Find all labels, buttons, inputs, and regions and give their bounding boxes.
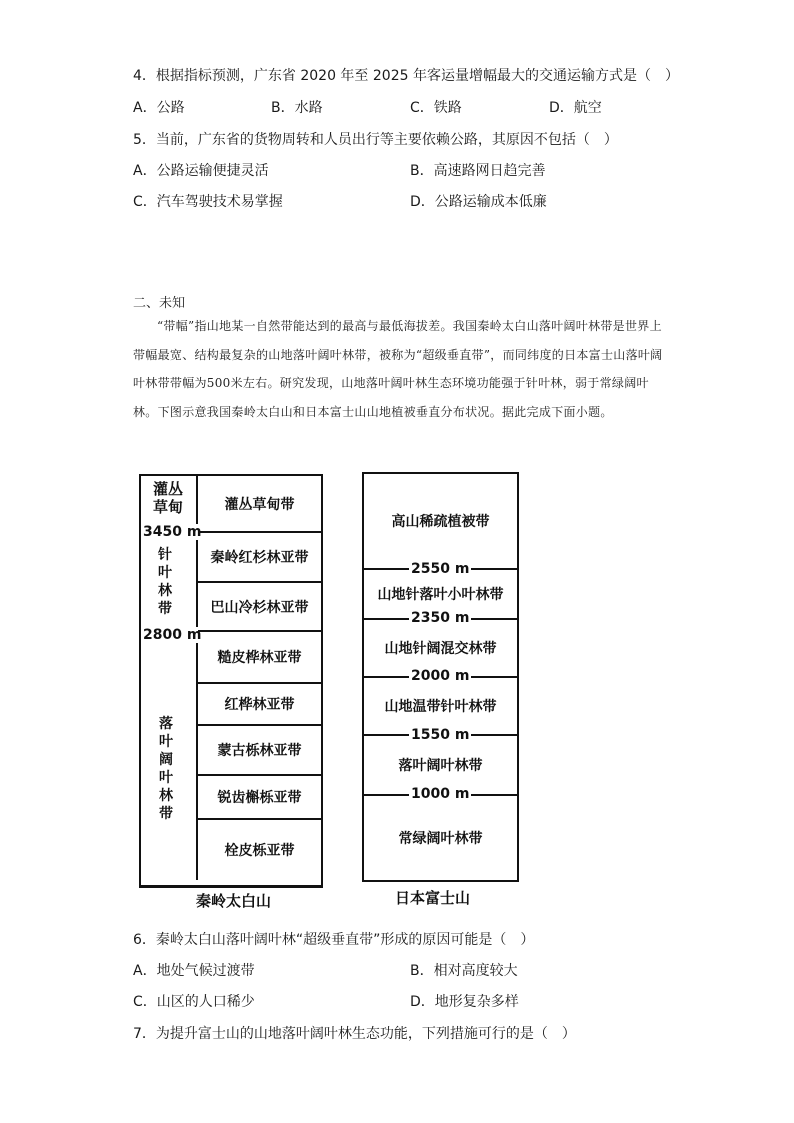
fuji-belt: 山地针落叶小叶林带	[364, 568, 517, 618]
taibai-belt: 糙皮桦林亚带	[198, 630, 321, 682]
fuji-alt-1550: 1550 m	[411, 727, 470, 743]
fuji-belt: 常绿阔叶林带	[364, 794, 517, 880]
fuji-alt-2000: 2000 m	[411, 668, 470, 684]
q4-option-d: D．航空	[549, 100, 602, 116]
section-title: 二、未知	[133, 296, 186, 311]
fuji-alt-1000: 1000 m	[411, 786, 470, 802]
taibai-caption: 秦岭太白山	[196, 892, 272, 910]
taibai-belt: 灌丛草甸带	[224, 496, 295, 513]
fuji-belt: 山地针阔混交林带	[364, 618, 517, 676]
question-7-stem: 7．为提升富士山的山地落叶阔叶林生态功能，下列措施可行的是（ ）	[133, 1026, 576, 1042]
fuji-belt: 山地温带针叶林带	[364, 676, 517, 734]
taibai-label-conifer: 针 叶 林 带	[158, 547, 172, 617]
passage	[133, 312, 663, 426]
fuji-alt-2350: 2350 m	[411, 610, 470, 626]
fuji-belt: 落叶阔叶林带	[364, 734, 517, 794]
taibai-alt-2800: 2800 m	[143, 627, 202, 643]
q5-option-b: B．高速路网日趋完善	[410, 163, 546, 179]
taibai-belt: 锐齿槲栎亚带	[198, 774, 321, 818]
fuji-caption: 日本富士山	[395, 889, 471, 907]
q4-option-b: B．水路	[271, 100, 323, 116]
fuji-belt: 高山稀疏植被带	[391, 514, 490, 530]
q6-option-d: D．地形复杂多样	[410, 994, 519, 1010]
taibai-bottom-line	[139, 885, 323, 887]
taibai-belt: 秦岭红杉林亚带	[198, 531, 321, 581]
q5-option-a: A．公路运输便捷灵活	[133, 163, 269, 179]
taibai-label-deciduous: 落 叶 阔 叶 林 带	[159, 716, 173, 822]
taibai-belts	[198, 476, 321, 880]
q6-option-a: A．地处气候过渡带	[133, 963, 255, 979]
taibai-belt: 巴山冷杉林亚带	[198, 581, 321, 630]
passage-text: “带幅”指山地某一自然带能达到的最高与最低海拔差。我国秦岭太白山落叶阔叶林带是世界上带幅最宽、结构最复杂的山地落叶阔叶林带，被称为“超级垂直带”，而同纬度的日本富士山落叶阔叶林带带幅为500米左右。研究发现，山地落叶阔叶林生态环境功能强于针叶林，弱于常绿阔叶林。下图示意我国秦岭太白山和日本富士山山地植被垂直分布状况。据此完成下面小题。	[133, 319, 663, 419]
q6-option-b: B．相对高度较大	[410, 963, 518, 979]
taibai-alt-3450: 3450 m	[143, 524, 202, 540]
taibai-belt: 红桦林亚带	[198, 682, 321, 724]
q5-option-c: C．汽车驾驶技术易掌握	[133, 194, 283, 210]
question-4-stem: 4．根据指标预测，广东省 2020 年至 2025 年客运量增幅最大的交通运输方式是（ ）	[133, 68, 679, 84]
taibai-label-shrub: 灌丛 草甸	[152, 480, 183, 516]
q5-option-d: D．公路运输成本低廉	[410, 194, 547, 210]
taibai-belt: 栓皮栎亚带	[198, 818, 321, 880]
fuji-alt-2550: 2550 m	[411, 561, 470, 577]
q4-option-c: C．铁路	[410, 100, 462, 116]
q6-option-c: C．山区的人口稀少	[133, 994, 255, 1010]
question-5-stem: 5．当前，广东省的货物周转和人员出行等主要依赖公路，其原因不包括（ ）	[133, 132, 618, 148]
question-6-stem: 6．秦岭太白山落叶阔叶林“超级垂直带”形成的原因可能是（ ）	[133, 932, 535, 948]
taibai-belt: 蒙古栎林亚带	[198, 724, 321, 774]
q4-option-a: A．公路	[133, 100, 185, 116]
